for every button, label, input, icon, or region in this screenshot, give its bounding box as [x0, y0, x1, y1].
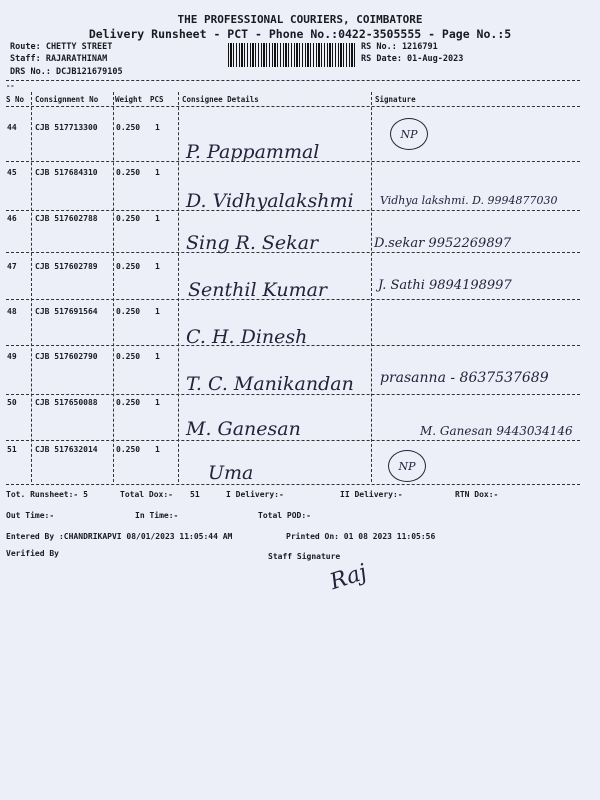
- row-pcs: 1: [155, 123, 160, 132]
- row-consignment: CJB 517684310: [35, 168, 98, 177]
- row-pcs: 1: [155, 262, 160, 271]
- row-consignee: T. C. Manikandan: [186, 373, 354, 395]
- row-sno: 47: [7, 262, 17, 271]
- company-name: THE PROFESSIONAL COURIERS, COIMBATORE: [177, 13, 423, 26]
- row-weight: 0.250: [116, 398, 141, 407]
- row-weight: 0.250: [116, 445, 141, 454]
- barcode: [228, 43, 356, 67]
- row-sno: 45: [7, 168, 17, 177]
- col-sno: S No: [6, 95, 25, 104]
- row-sno: 44: [7, 123, 17, 132]
- route: Route: CHETTY STREET: [10, 42, 113, 52]
- col-signature: Signature: [375, 95, 416, 104]
- row-consignment: CJB 517650088: [35, 398, 98, 407]
- rtn-dox: RTN Dox:-: [455, 490, 499, 499]
- col-separator: [371, 92, 372, 482]
- row-consignment: CJB 517602790: [35, 352, 98, 361]
- verified-by: Verified By: [6, 549, 59, 558]
- col-separator: [178, 92, 179, 482]
- divider: [6, 80, 580, 81]
- row-signature: D.sekar 9952269897: [374, 236, 512, 251]
- total-dox-value: 51: [190, 490, 200, 499]
- row-signature: NP: [388, 450, 426, 482]
- total-dox-label: Total Dox:-: [120, 490, 173, 499]
- row-weight: 0.250: [116, 352, 141, 361]
- row-weight: 0.250: [116, 262, 141, 271]
- col-separator: [31, 92, 32, 482]
- row-divider: [6, 394, 580, 395]
- rs-date: RS Date: 01-Aug-2023: [361, 54, 464, 64]
- row-sno: 48: [7, 307, 17, 316]
- row-consignee: Sing R. Sekar: [186, 232, 319, 254]
- row-divider: [6, 440, 580, 441]
- row-weight: 0.250: [116, 214, 141, 223]
- col-pcs: PCS: [150, 95, 164, 104]
- row-pcs: 1: [155, 445, 160, 454]
- row-consignment: CJB 517632014: [35, 445, 98, 454]
- row-consignee: D. Vidhyalakshmi: [186, 190, 354, 212]
- staff: Staff: RAJARATHINAM: [10, 54, 108, 64]
- row-consignment: CJB 517602789: [35, 262, 98, 271]
- row-signature: Vidhya lakshmi. D. 9994877030: [380, 194, 558, 207]
- ii-delivery: II Delivery:-: [340, 490, 403, 499]
- row-weight: 0.250: [116, 168, 141, 177]
- col-consignee: Consignee Details: [182, 95, 259, 104]
- drs-number: DRS No.: DCJB121679105: [10, 67, 123, 77]
- row-consignee: C. H. Dinesh: [186, 326, 308, 348]
- row-pcs: 1: [155, 307, 160, 316]
- row-pcs: 1: [155, 352, 160, 361]
- row-divider: [6, 210, 580, 211]
- dash-mark: --: [6, 82, 15, 90]
- row-pcs: 1: [155, 214, 160, 223]
- runsheet-subtitle: Delivery Runsheet - PCT - Phone No.:0422-3505555 - Page No.:5: [88, 27, 512, 41]
- entered-by: Entered By :CHANDRIKAPVI 08/01/2023 11:05:44 AM: [6, 532, 233, 541]
- row-consignment: CJB 517713300: [35, 123, 98, 132]
- i-delivery: I Delivery:-: [226, 490, 284, 499]
- out-time: Out Time:-: [6, 511, 55, 520]
- tot-runsheet: Tot. Runsheet:- 5: [6, 490, 88, 499]
- row-consignee: Uma: [208, 462, 254, 484]
- staff-signature: Raj: [327, 559, 370, 596]
- row-signature: J. Sathi 9894198997: [378, 278, 512, 293]
- row-divider: [6, 345, 580, 346]
- row-weight: 0.250: [116, 123, 141, 132]
- row-weight: 0.250: [116, 307, 141, 316]
- row-signature: M. Ganesan 9443034146: [420, 424, 573, 438]
- row-consignee: Senthil Kumar: [188, 279, 328, 301]
- row-divider: [6, 252, 580, 253]
- row-signature: NP: [390, 118, 428, 150]
- col-separator: [113, 92, 114, 482]
- row-pcs: 1: [155, 398, 160, 407]
- row-sno: 51: [7, 445, 17, 454]
- row-consignee: P. Pappammal: [186, 141, 320, 163]
- row-signature: prasanna - 8637537689: [380, 370, 549, 386]
- row-consignment: CJB 517691564: [35, 307, 98, 316]
- col-consignment: Consignment No: [35, 95, 99, 104]
- row-sno: 49: [7, 352, 17, 361]
- row-divider: [6, 161, 580, 162]
- header-divider: [6, 106, 580, 107]
- staff-signature-label: Staff Signature: [268, 552, 341, 561]
- row-pcs: 1: [155, 168, 160, 177]
- rs-number: RS No.: 1216791: [361, 42, 438, 52]
- printed-on: Printed On: 01 08 2023 11:05:56: [286, 532, 436, 541]
- in-time: In Time:-: [135, 511, 179, 520]
- total-pod: Total POD:-: [258, 511, 311, 520]
- row-consignee: M. Ganesan: [186, 418, 301, 440]
- row-consignment: CJB 517602788: [35, 214, 98, 223]
- col-weight: Weight: [115, 95, 143, 104]
- table-bottom-divider: [6, 484, 580, 485]
- row-sno: 50: [7, 398, 17, 407]
- row-sno: 46: [7, 214, 17, 223]
- row-divider: [6, 299, 580, 300]
